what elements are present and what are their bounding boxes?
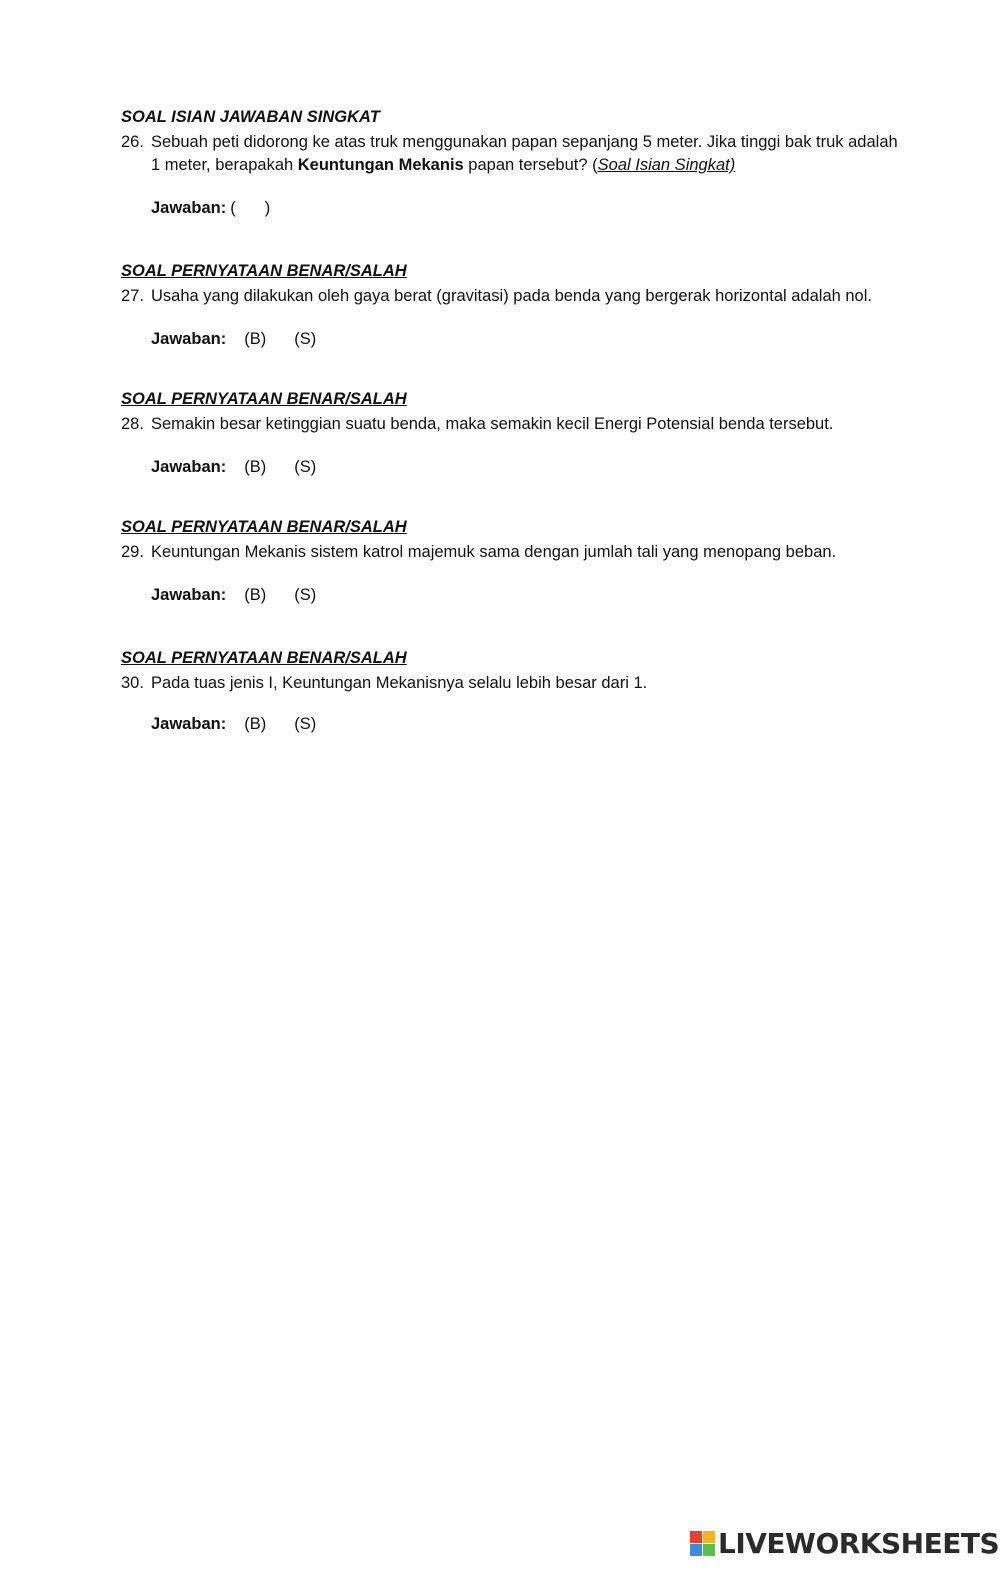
option-false[interactable]: (S) [294,458,317,476]
section-heading: SOAL ISIAN JAWABAN SINGKAT [121,108,380,126]
question-text: Semakin besar ketinggian suatu benda, maka semakin kecil Energi Potensial benda tersebut. [151,415,834,433]
question-number: 28. [121,415,144,433]
question-28 [121,390,901,477]
option-false[interactable]: (S) [294,586,317,604]
question-30 [121,649,901,734]
option-true[interactable]: (B) [244,458,267,476]
answer-row [151,458,901,477]
answer-label: Jawaban: [151,199,227,217]
question-number: 30. [121,674,144,692]
question-number: 29. [121,543,144,561]
answer-open-paren: ( [230,199,236,217]
liveworksheets-logo [690,1527,999,1560]
answer-row [151,586,901,605]
option-true[interactable]: (B) [244,586,267,604]
question-26 [121,108,901,218]
answer-label: Jawaban: [151,586,227,604]
question-row [121,131,901,177]
section-heading: SOAL PERNYATAAN BENAR/SALAH [121,262,407,280]
question-number: 27. [121,287,144,305]
answer-row [151,199,901,218]
option-false[interactable]: (S) [294,330,317,348]
question-text: Keuntungan Mekanis sistem katrol majemuk sama dengan jumlah tali yang menopang beban. [151,543,837,561]
question-text-bold: Keuntungan Mekanis [297,156,464,174]
option-true[interactable]: (B) [244,715,267,733]
question-29 [121,518,901,605]
logo-mark-icon [690,1531,715,1556]
question-row [121,285,901,308]
question-27 [121,262,901,349]
option-false[interactable]: (S) [294,715,317,733]
question-text: Usaha yang dilakukan oleh gaya berat (gravitasi) pada benda yang bergerak horizontal adalah nol. [151,287,872,305]
option-true[interactable]: (B) [244,330,267,348]
section-heading: SOAL PERNYATAAN BENAR/SALAH [121,518,407,536]
question-row [121,413,901,436]
answer-label: Jawaban: [151,715,227,733]
answer-label: Jawaban: [151,330,227,348]
question-text: Pada tuas jenis I, Keuntungan Mekanisnya selalu lebih besar dari 1. [151,674,648,692]
section-heading: SOAL PERNYATAAN BENAR/SALAH [121,649,407,667]
question-text [151,131,901,177]
question-row [121,672,901,695]
answer-label: Jawaban: [151,458,227,476]
question-row [121,541,901,564]
answer-close-paren: ) [264,199,271,217]
question-number: 26. [121,133,144,151]
answer-row [151,715,901,734]
answer-row [151,330,901,349]
section-heading: SOAL PERNYATAAN BENAR/SALAH [121,390,407,408]
question-text-part: papan tersebut? ( [463,156,598,174]
question-note: Soal Isian Singkat) [597,156,736,174]
logo-text: LIVEWORKSHEETS [718,1527,1000,1560]
question-text-part: Sebuah peti didorong ke atas truk menggunakan papan sepanjang 5 meter. Jika tinggi bak truk adalah 1 meter, berapakah [151,133,898,174]
